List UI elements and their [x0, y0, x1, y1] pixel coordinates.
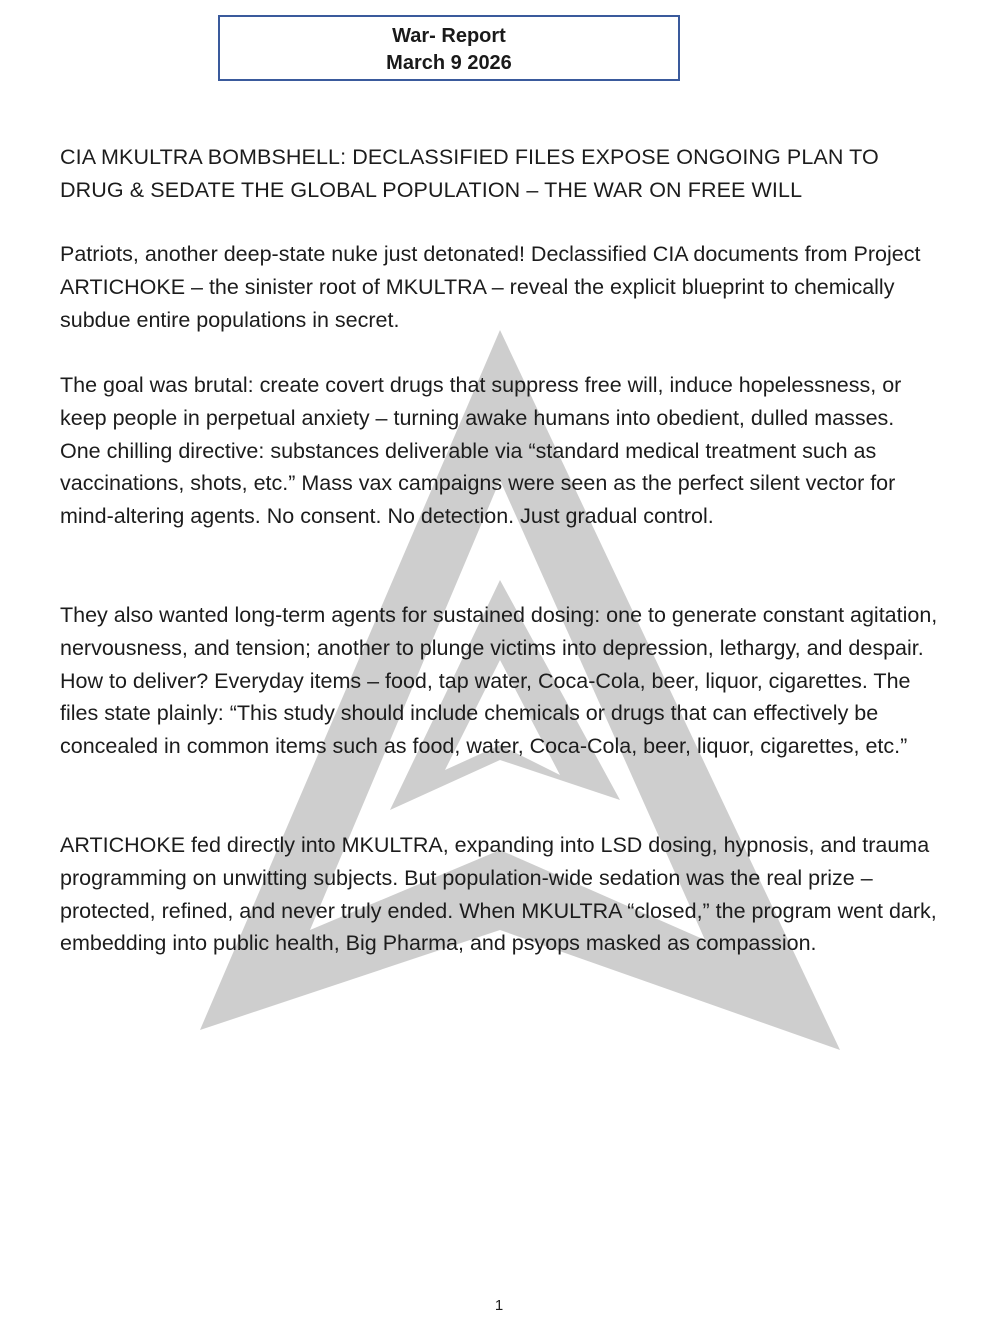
- article-paragraph: The goal was brutal: create covert drugs that suppress free will, induce hopelessness, or keep people in perpetual anxiety – turning awake humans into obedient, dulled masses. One chilling directive: substances deliverable via “standard medical treatment such as vaccinations, shots, etc.” Mass vax campaigns were seen as the perfect silent vector for mind-altering agents. No consent. No detection. Just gradual control.: [60, 373, 902, 529]
- article-paragraph: Patriots, another deep-state nuke just detonated! Declassified CIA documents from Project ARTICHOKE – the sinister root of MKULTRA – reveal the explicit blueprint to chemically subdue entire populations in secret.: [60, 242, 921, 332]
- report-title: War- Report: [392, 25, 506, 47]
- page-number: 1: [494, 1297, 504, 1314]
- article-paragraph: They also wanted long-term agents for sustained dosing: one to generate constant agitation, nervousness, and tension; another to plunge victims into depression, lethargy, and despair. How to deliver? Everyday items – food, tap water, Coca-Cola, beer, liquor, cigarettes. The files state plainly: “This study should include chemicals or drugs that can effectively be concealed in common items such as food, water, Coca-Cola, beer, liquor, cigarettes, etc.”: [60, 603, 938, 759]
- article-paragraph: ARTICHOKE fed directly into MKULTRA, expanding into LSD dosing, hypnosis, and trauma programming on unwitting subjects. But population-wide sedation was the real prize – protected, refined, and never truly ended. When MKULTRA “closed,” the program went dark, embedding into public health, Big Pharma, and psyops masked as compassion.: [60, 833, 937, 956]
- report-date: March 9 2026: [386, 52, 512, 74]
- report-header-box: [218, 15, 680, 81]
- article-headline: CIA MKULTRA BOMBSHELL: DECLASSIFIED FILES EXPOSE ONGOING PLAN TO DRUG & SEDATE THE GLOBAL POPULATION – THE WAR ON FREE WILL: [60, 145, 879, 202]
